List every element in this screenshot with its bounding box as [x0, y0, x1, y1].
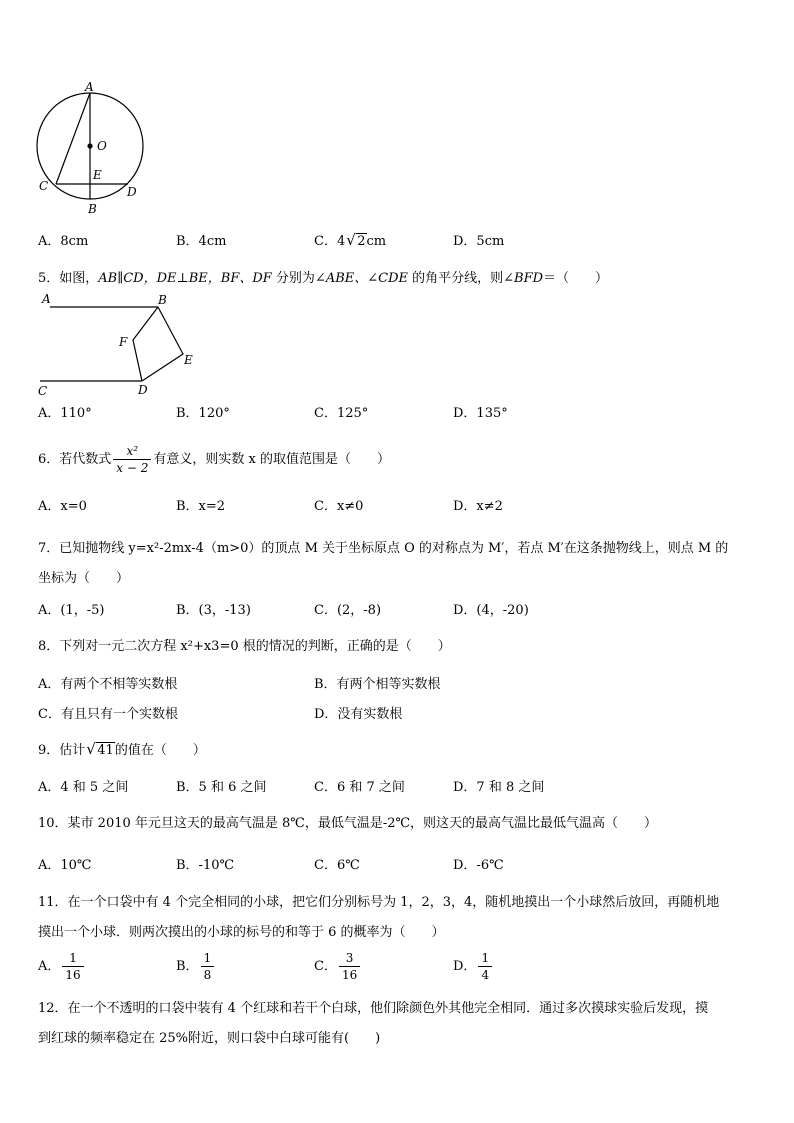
q6-fraction: $\frac{\text{x²}}{x - 2}$ [113, 443, 151, 476]
label-A: A [42, 292, 51, 306]
q9-option-c[interactable]: C．6 和 7 之间 [314, 780, 405, 795]
q4-option-c-unit: cm [366, 234, 387, 249]
q10-stem: 10．某市 2010 年元旦这天的最高气温是 8℃，最低气温是-2℃，则这天的最高气温比最低气温高（ ） [38, 816, 658, 831]
q11-option-a-fraction: $\frac{1}{16}$ [62, 950, 83, 983]
q11-option-c[interactable]: C． $\frac{3}{16}$ [314, 950, 362, 983]
label-D: D [127, 185, 137, 199]
parallel-lines-figure [30, 290, 210, 400]
q8-option-c[interactable]: C．有且只有一个实数根 [38, 707, 178, 722]
q4-option-c-label: C．4 [314, 234, 346, 249]
q10-option-c[interactable]: C．6℃ [314, 858, 360, 873]
q5-option-b[interactable]: B．120° [176, 406, 230, 421]
q7-option-a[interactable]: A．(1，-5) [38, 603, 105, 618]
label-C: C [38, 384, 48, 398]
q9-stem: 9．估计 √ 41的值在（ ） [38, 740, 206, 758]
center-point [87, 143, 92, 148]
q4-option-b[interactable]: B．4cm [176, 234, 227, 249]
q10-option-a[interactable]: A．10℃ [38, 858, 92, 873]
label-D: D [138, 383, 148, 397]
q7-option-c[interactable]: C．(2，-8) [314, 603, 382, 618]
q6-stem: 6．若代数式 $\frac{\text{x²}}{x - 2}$ 有意义，则实数 x 的取值范围是（ ） [38, 444, 390, 475]
q7-option-b[interactable]: B．(3，-13) [176, 603, 251, 618]
q11-stem-line2: 摸出一个小球．则两次摸出的小球的标号的和等于 6 的概率为（ ） [38, 925, 445, 940]
q11-stem-line1: 11．在一个口袋中有 4 个完全相同的小球，把它们分别标号为 1，2，3，4，随机地摸出一个小球然后放回，再随机地 [38, 895, 720, 910]
q4-option-d[interactable]: D．5cm [453, 234, 505, 249]
segment-bed [142, 307, 183, 381]
label-C: C [39, 179, 49, 193]
q9-option-a[interactable]: A．4 和 5 之间 [38, 780, 129, 795]
q6-option-c[interactable]: C．x≠0 [314, 499, 364, 514]
q11-option-d-fraction: $\frac{1}{4}$ [478, 950, 492, 983]
q8-stem: 8．下列对一元二次方程 x²+x3=0 根的情况的判断，正确的是（ ） [38, 639, 451, 654]
sqrt-symbol: √ 2 [346, 231, 366, 249]
q12-stem-line2: 到红球的频率稳定在 25%附近，则口袋中白球可能有( ) [38, 1031, 381, 1046]
sqrt-symbol: √ 41 [86, 740, 114, 758]
q8-option-d[interactable]: D．没有实数根 [314, 707, 403, 722]
q5-option-c[interactable]: C．125° [314, 406, 369, 421]
q6-option-d[interactable]: D．x≠2 [453, 499, 503, 514]
chord-ac [56, 93, 90, 184]
q10-option-d[interactable]: D．-6℃ [453, 858, 504, 873]
label-E: E [93, 168, 102, 182]
q11-option-d[interactable]: D． $\frac{1}{4}$ [453, 950, 494, 983]
q11-option-c-fraction: $\frac{3}{16}$ [339, 950, 360, 983]
label-O: O [97, 139, 107, 153]
label-E: E [184, 353, 193, 367]
q11-option-b-fraction: $\frac{1}{8}$ [201, 950, 215, 983]
q8-option-b[interactable]: B．有两个相等实数根 [314, 677, 441, 692]
q5-stem: 5．如图，AB∥CD，DE⊥BE，BF、DF 分别为∠ABE、∠CDE 的角平分线，则∠BFD＝（ ） [38, 271, 609, 286]
q9-option-b[interactable]: B．5 和 6 之间 [176, 780, 267, 795]
q4-option-a[interactable]: A．8cm [38, 234, 89, 249]
label-A: A [85, 80, 94, 94]
q5-option-a[interactable]: A．110° [38, 406, 92, 421]
q4-option-c[interactable] [314, 233, 386, 251]
q5-option-d[interactable]: D．135° [453, 406, 508, 421]
q11-option-b[interactable]: B． $\frac{1}{8}$ [176, 950, 216, 983]
q6-option-b[interactable]: B．x=2 [176, 499, 226, 514]
q9-option-d[interactable]: D．7 和 8 之间 [453, 780, 545, 795]
label-B: B [88, 202, 97, 216]
label-F: F [119, 335, 128, 349]
q8-option-a[interactable]: A．有两个不相等实数根 [38, 677, 178, 692]
segment-bfd [133, 307, 158, 381]
q7-option-d[interactable]: D．(4，-20) [453, 603, 529, 618]
q11-option-a[interactable]: A． $\frac{1}{16}$ [38, 950, 86, 983]
q12-stem-line1: 12．在一个不透明的口袋中装有 4 个红球和若干个白球，他们除颜色外其他完全相同．通过多次摸球实验后发现，摸 [38, 1001, 709, 1016]
q10-option-b[interactable]: B．-10℃ [176, 858, 235, 873]
q7-stem-line1: 7．已知抛物线 y=x²-2mx-4（m>0）的顶点 M 关于坐标原点 O 的对称点为 M′，若点 M′在这条抛物线上，则点 M 的 [38, 541, 729, 556]
q7-stem-line2: 坐标为（ ） [38, 571, 130, 586]
label-B: B [158, 293, 167, 307]
q6-option-a[interactable]: A．x=0 [38, 499, 87, 514]
circle-figure [30, 78, 150, 218]
